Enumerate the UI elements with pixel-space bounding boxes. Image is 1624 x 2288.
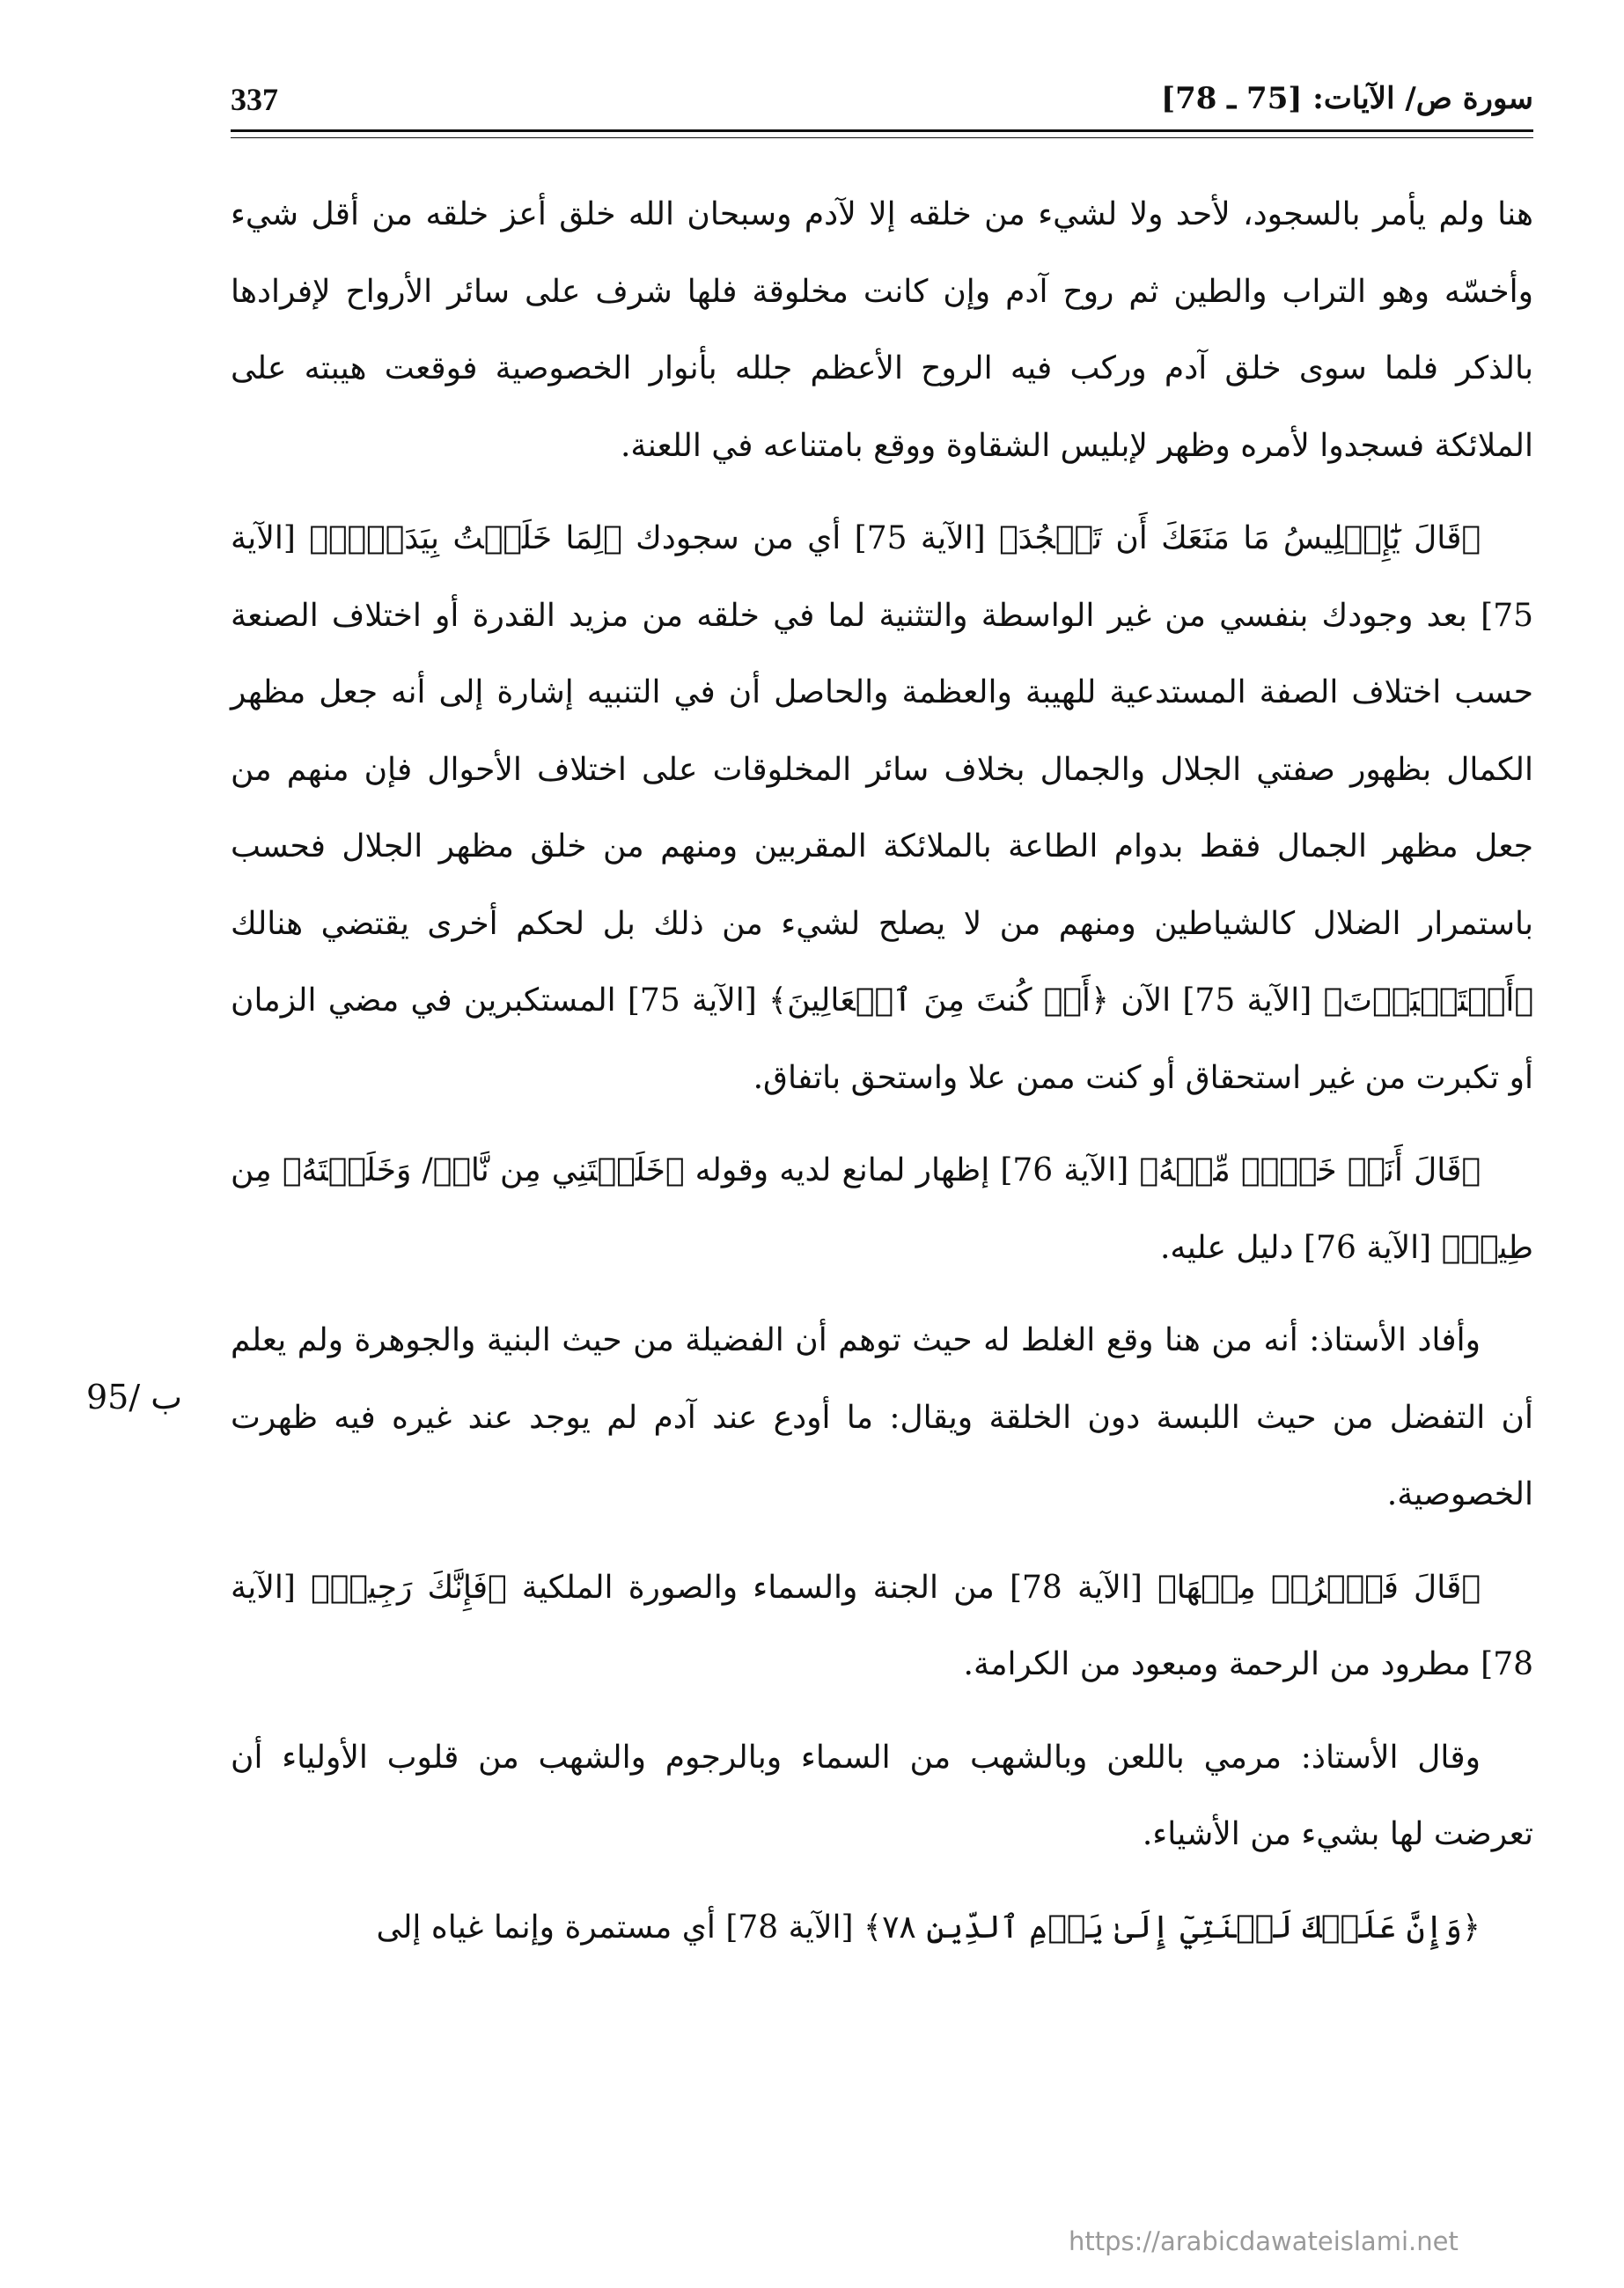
page-number: 337	[231, 82, 278, 117]
paragraph: ﴿وَإِنَّ عَلَيۡكَ لَعۡنَتِيٓ إِلَىٰ يَوۡمِ ٱلدِّينِ ٧٨﴾ [الآية 78] أي مستمرة وإنما غياه إلى	[376, 1909, 1481, 1946]
paragraph: وأفاد الأستاذ: أنه من هنا وقع الغلط له حيث توهم أن الفضيلة من حيث البنية والجوهرة ولم يعلم أن التفضل من حيث اللبسة دون الخلقة ويقال: ما أودع عند آدم لم يوجد عند غيره فيه ظهرت الخصوصية.	[231, 1322, 1533, 1512]
paragraph: ﴿قَالَ يَٰٓإِبۡلِيسُ مَا مَنَعَكَ أَن تَسۡجُدَ﴾ [الآية 75] أي من سجودك ﴿لِمَا خَلَقۡتُ بِيَدَيَّۖ﴾ [الآية 75] بعد وجودك بنفسي من غير الواسطة والتثنية لما في خلقه من مزيد القدرة أو اختلاف الصنعة حسب اختلاف الصفة المستدعية للهيبة والعظمة والحاصل أن في التنبيه إشارة إلى أنه جعل مظهر الكمال بظهور صفتي الجلال والجمال بخلاف سائر المخلوقات على اختلاف الأحوال فإن منهم من جعل مظهر الجمال فقط بدوام الطاعة بالملائكة المقربين ومنهم من خلق مظهر الجلال فحسب باستمرار الضلال كالشياطين ومنهم من لا يصلح لشيء من ذلك بل لحكم أخرى يقتضي هنالك ﴿أَسۡتَكۡبَرۡتَ﴾ [الآية 75] الآن ﴿أَمۡ كُنتَ مِنَ ٱلۡعَالِينَ﴾ [الآية 75] المستكبرين في مضي الزمان أو تكبرت من غير استحقاق أو كنت ممن علا واستحق باتفاق.	[231, 520, 1534, 1096]
paragraph: وقال الأستاذ: مرمي باللعن وبالشهب من السماء وبالرجوم والشهب من قلوب الأولياء أن تعرضت لها بشيء من الأشياء.	[231, 1739, 1533, 1852]
paragraph: ﴿قَالَ فَٱخۡرُجۡ مِنۡهَا﴾ [الآية 78] من الجنة والسماء والصورة الملكية ﴿فَإِنَّكَ رَجِيمٞ﴾ [الآية 78] مطرود من الرحمة ومبعود من الكرامة.	[231, 1569, 1533, 1682]
body-text	[231, 176, 1533, 1966]
header-rule	[231, 129, 1533, 132]
running-header-title: سورة ص/ الآيات: [75 ـ 78]	[1160, 81, 1533, 116]
header-rule-thin	[231, 137, 1533, 138]
page-header	[231, 77, 1533, 130]
paragraph: ﴿قَالَ أَنَا۠ خَيۡرٞ مِّنۡهُ﴾ [الآية 76] إظهار لمانع لديه وقوله ﴿خَلَقۡتَنِي مِن نَّارٖ/ وَخَلَقۡتَهُۥ مِن طِينٖ﴾ [الآية 76] دليل عليه.	[231, 1152, 1533, 1266]
paragraph: هنا ولم يأمر بالسجود، لأحد ولا لشيء من خلقه إلا لآدم وسبحان الله خلق أعز خلقه من أقل شيء وأخسّه وهو التراب والطين ثم روح آدم وإن كانت مخلوقة فلها شرف على سائر الأرواح لإفرادها بالذكر فلما سوى خلق آدم وركب فيه الروح الأعظم جلله بأنوار الخصوصية فوقعت هيبته على الملائكة فسجدوا لأمره وظهر لإبليس الشقاوة ووقع بامتناعه في اللعنة.	[231, 196, 1533, 464]
manuscript-folio-note: 95/ ب	[86, 1378, 183, 1416]
watermark: https://arabicdawateislami.net	[1069, 2226, 1459, 2256]
